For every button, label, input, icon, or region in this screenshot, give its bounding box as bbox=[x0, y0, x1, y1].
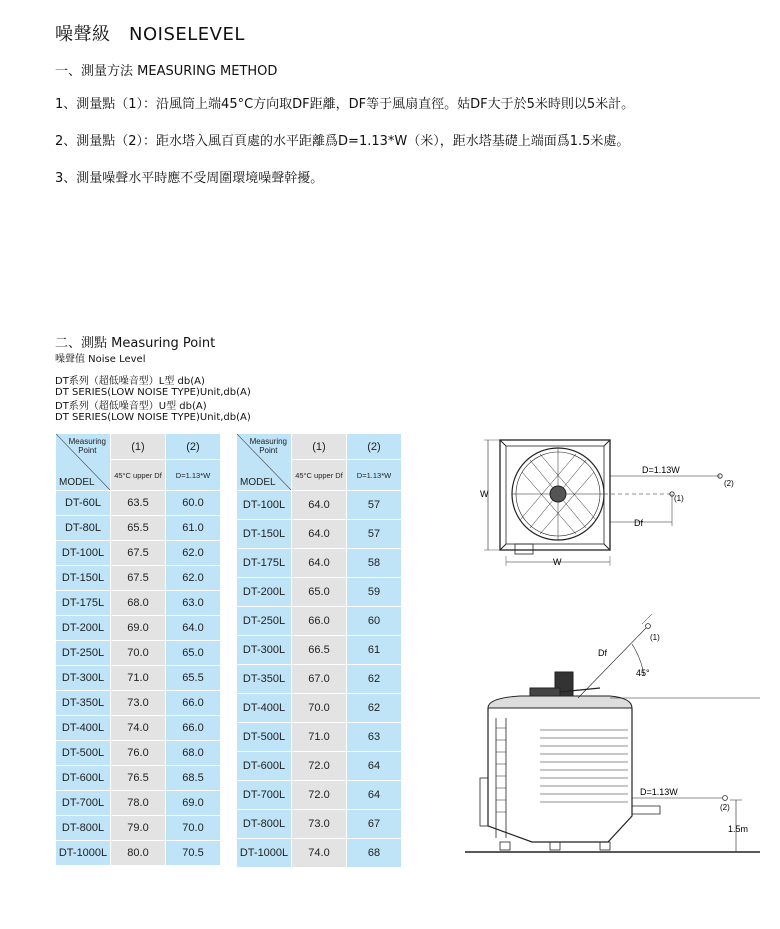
point-2-header: (2) bbox=[166, 434, 221, 460]
table-row bbox=[56, 616, 221, 641]
point-2-value: 64.0 bbox=[166, 616, 221, 641]
noise-table-left bbox=[55, 433, 221, 866]
table-row bbox=[237, 723, 402, 752]
table-header-row bbox=[237, 434, 402, 460]
point-1-value: 74.0 bbox=[111, 716, 166, 741]
point-2-subheader: D=1.13*W bbox=[347, 460, 402, 491]
model-cell: DT-200L bbox=[56, 616, 111, 641]
measuring-point-label: Measuring Point bbox=[249, 437, 287, 455]
table-row bbox=[237, 752, 402, 781]
point-1-subheader: 45°C upper Df bbox=[111, 460, 166, 491]
method-item-3: 3、測量噪聲水平時應不受周圍環境噪聲幹擾。 bbox=[55, 171, 324, 186]
point-1-value: 72.0 bbox=[292, 752, 347, 781]
d-side-label: D=1.13W bbox=[640, 787, 678, 797]
model-cell: DT-200L bbox=[237, 578, 292, 607]
d-distance-label: D=1.13W bbox=[642, 465, 680, 475]
point-1-value: 67.5 bbox=[111, 541, 166, 566]
point-2-value: 66.0 bbox=[166, 691, 221, 716]
table-row bbox=[56, 641, 221, 666]
point-1-value: 80.0 bbox=[111, 841, 166, 866]
point-1-value: 67.5 bbox=[111, 566, 166, 591]
tower-top-view bbox=[484, 440, 722, 566]
point-1-label: (1) bbox=[674, 494, 684, 503]
point-1-value: 79.0 bbox=[111, 816, 166, 841]
table-row bbox=[56, 791, 221, 816]
series-line-4: DT SERIES(LOW NOISE TYPE)Unit,db(A) bbox=[55, 412, 251, 423]
point-2-value: 70.0 bbox=[166, 816, 221, 841]
model-cell: DT-250L bbox=[56, 641, 111, 666]
model-cell: DT-500L bbox=[237, 723, 292, 752]
point-1-value: 73.0 bbox=[292, 810, 347, 839]
point-1-value: 74.0 bbox=[292, 839, 347, 868]
point-2-value: 64 bbox=[347, 752, 402, 781]
model-cell: DT-150L bbox=[237, 520, 292, 549]
table-row bbox=[56, 841, 221, 866]
table-row bbox=[237, 810, 402, 839]
table-row bbox=[237, 520, 402, 549]
model-label: MODEL bbox=[59, 477, 95, 488]
point-2-value: 62 bbox=[347, 665, 402, 694]
point-2-value: 65.5 bbox=[166, 666, 221, 691]
noise-level-subheading: 噪聲值 Noise Level bbox=[55, 354, 146, 365]
table-header-row bbox=[56, 434, 221, 460]
table-row bbox=[56, 741, 221, 766]
point-2-side-label: (2) bbox=[720, 803, 730, 812]
point-2-header: (2) bbox=[347, 434, 402, 460]
point-2-value: 68.5 bbox=[166, 766, 221, 791]
table-row bbox=[56, 766, 221, 791]
point-1-header: (1) bbox=[111, 434, 166, 460]
point-1-subheader: 45°C upper Df bbox=[292, 460, 347, 491]
measuring-point-label: Measuring Point bbox=[68, 437, 106, 455]
table-row bbox=[237, 607, 402, 636]
point-1-value: 67.0 bbox=[292, 665, 347, 694]
point-1-value: 76.5 bbox=[111, 766, 166, 791]
table-row bbox=[237, 839, 402, 868]
point-1-header: (1) bbox=[292, 434, 347, 460]
noise-table-right bbox=[236, 433, 402, 868]
model-cell: DT-700L bbox=[56, 791, 111, 816]
point-1-value: 63.5 bbox=[111, 491, 166, 516]
model-cell: DT-1000L bbox=[237, 839, 292, 868]
model-cell: DT-350L bbox=[237, 665, 292, 694]
point-1-value: 72.0 bbox=[292, 781, 347, 810]
point-2-value: 57 bbox=[347, 520, 402, 549]
series-line-1: DT系列（超低噪音型）L型 db(A) bbox=[55, 376, 205, 387]
point-2-value: 59 bbox=[347, 578, 402, 607]
point-2-value: 61.0 bbox=[166, 516, 221, 541]
point-1-value: 76.0 bbox=[111, 741, 166, 766]
top-view-diagram bbox=[470, 432, 770, 582]
point-2-value: 63.0 bbox=[166, 591, 221, 616]
point-2-value: 64 bbox=[347, 781, 402, 810]
model-cell: DT-800L bbox=[237, 810, 292, 839]
table-row bbox=[56, 716, 221, 741]
point-1-side-label: (1) bbox=[650, 633, 660, 642]
table-row bbox=[237, 491, 402, 520]
point-2-value: 62 bbox=[347, 694, 402, 723]
point-2-value: 65.0 bbox=[166, 641, 221, 666]
model-cell: DT-600L bbox=[56, 766, 111, 791]
table-row bbox=[56, 516, 221, 541]
point-2-value: 58 bbox=[347, 549, 402, 578]
point-2-subheader: D=1.13*W bbox=[166, 460, 221, 491]
point-2-value: 60 bbox=[347, 607, 402, 636]
table-row bbox=[237, 578, 402, 607]
table-row bbox=[237, 781, 402, 810]
point-1-value: 64.0 bbox=[292, 520, 347, 549]
table-row bbox=[56, 666, 221, 691]
point-1-value: 71.0 bbox=[292, 723, 347, 752]
model-cell: DT-150L bbox=[56, 566, 111, 591]
height-label: 1.5m bbox=[728, 824, 749, 834]
model-cell: DT-60L bbox=[56, 491, 111, 516]
table-row bbox=[237, 549, 402, 578]
series-line-2: DT SERIES(LOW NOISE TYPE)Unit,db(A) bbox=[55, 387, 251, 398]
table-row bbox=[56, 816, 221, 841]
point-1-value: 70.0 bbox=[292, 694, 347, 723]
table-row bbox=[56, 591, 221, 616]
df-side-label: Df bbox=[598, 648, 607, 658]
table-row bbox=[56, 691, 221, 716]
point-1-value: 64.0 bbox=[292, 491, 347, 520]
point-2-value: 66.0 bbox=[166, 716, 221, 741]
point-1-value: 68.0 bbox=[111, 591, 166, 616]
point-1-value: 65.5 bbox=[111, 516, 166, 541]
table-row bbox=[56, 566, 221, 591]
table-row bbox=[56, 491, 221, 516]
model-cell: DT-300L bbox=[56, 666, 111, 691]
model-cell: DT-80L bbox=[56, 516, 111, 541]
df-label: Df bbox=[634, 518, 643, 528]
method-item-2: 2、測量點（2）：距水塔入風百頁處的水平距離爲D=1.13*W（米），距水塔基礎上端面爲1.5米處。 bbox=[55, 134, 630, 149]
model-cell: DT-100L bbox=[56, 541, 111, 566]
point-1-value: 73.0 bbox=[111, 691, 166, 716]
w-side-label: W bbox=[480, 489, 489, 499]
section2-heading: 二、測點 Measuring Point bbox=[55, 336, 216, 351]
angle-45-label: 45° bbox=[636, 668, 650, 678]
point-2-value: 63 bbox=[347, 723, 402, 752]
section1-heading: 一、測量方法 MEASURING METHOD bbox=[55, 64, 278, 79]
model-cell: DT-1000L bbox=[56, 841, 111, 866]
method-item-1: 1、測量點（1）：沿風筒上端45°C方向取DF距離，DF等于風扇直徑。姑DF大于於5米時則以5米計。 bbox=[55, 97, 635, 112]
model-label: MODEL bbox=[240, 477, 276, 488]
tower-side-view bbox=[465, 614, 760, 852]
side-view-diagram bbox=[460, 610, 775, 870]
point-2-label: (2) bbox=[724, 479, 734, 488]
point-1-value: 69.0 bbox=[111, 616, 166, 641]
point-2-value: 67 bbox=[347, 810, 402, 839]
point-2-value: 62.0 bbox=[166, 566, 221, 591]
point-1-value: 71.0 bbox=[111, 666, 166, 691]
point-2-value: 69.0 bbox=[166, 791, 221, 816]
model-cell: DT-175L bbox=[237, 549, 292, 578]
w-bottom-label: W bbox=[553, 557, 562, 567]
point-2-value: 57 bbox=[347, 491, 402, 520]
page-title: 噪聲級 NOISELEVEL bbox=[55, 24, 245, 45]
measuring-point-model-header bbox=[56, 434, 111, 491]
table-row bbox=[237, 665, 402, 694]
point-2-value: 60.0 bbox=[166, 491, 221, 516]
table-row bbox=[237, 694, 402, 723]
model-cell: DT-400L bbox=[237, 694, 292, 723]
model-cell: DT-250L bbox=[237, 607, 292, 636]
point-1-value: 78.0 bbox=[111, 791, 166, 816]
model-cell: DT-600L bbox=[237, 752, 292, 781]
measuring-point-model-header bbox=[237, 434, 292, 491]
model-cell: DT-350L bbox=[56, 691, 111, 716]
model-cell: DT-300L bbox=[237, 636, 292, 665]
model-cell: DT-100L bbox=[237, 491, 292, 520]
point-1-value: 70.0 bbox=[111, 641, 166, 666]
point-1-value: 66.0 bbox=[292, 607, 347, 636]
point-2-value: 70.5 bbox=[166, 841, 221, 866]
table-row bbox=[56, 541, 221, 566]
table-row bbox=[237, 636, 402, 665]
point-2-value: 61 bbox=[347, 636, 402, 665]
model-cell: DT-800L bbox=[56, 816, 111, 841]
series-line-3: DT系列（超低噪音型）U型 db(A) bbox=[55, 401, 207, 412]
point-1-value: 66.5 bbox=[292, 636, 347, 665]
model-cell: DT-400L bbox=[56, 716, 111, 741]
point-1-value: 65.0 bbox=[292, 578, 347, 607]
model-cell: DT-700L bbox=[237, 781, 292, 810]
model-cell: DT-175L bbox=[56, 591, 111, 616]
point-2-value: 62.0 bbox=[166, 541, 221, 566]
point-2-value: 68 bbox=[347, 839, 402, 868]
point-1-value: 64.0 bbox=[292, 549, 347, 578]
point-2-value: 68.0 bbox=[166, 741, 221, 766]
model-cell: DT-500L bbox=[56, 741, 111, 766]
